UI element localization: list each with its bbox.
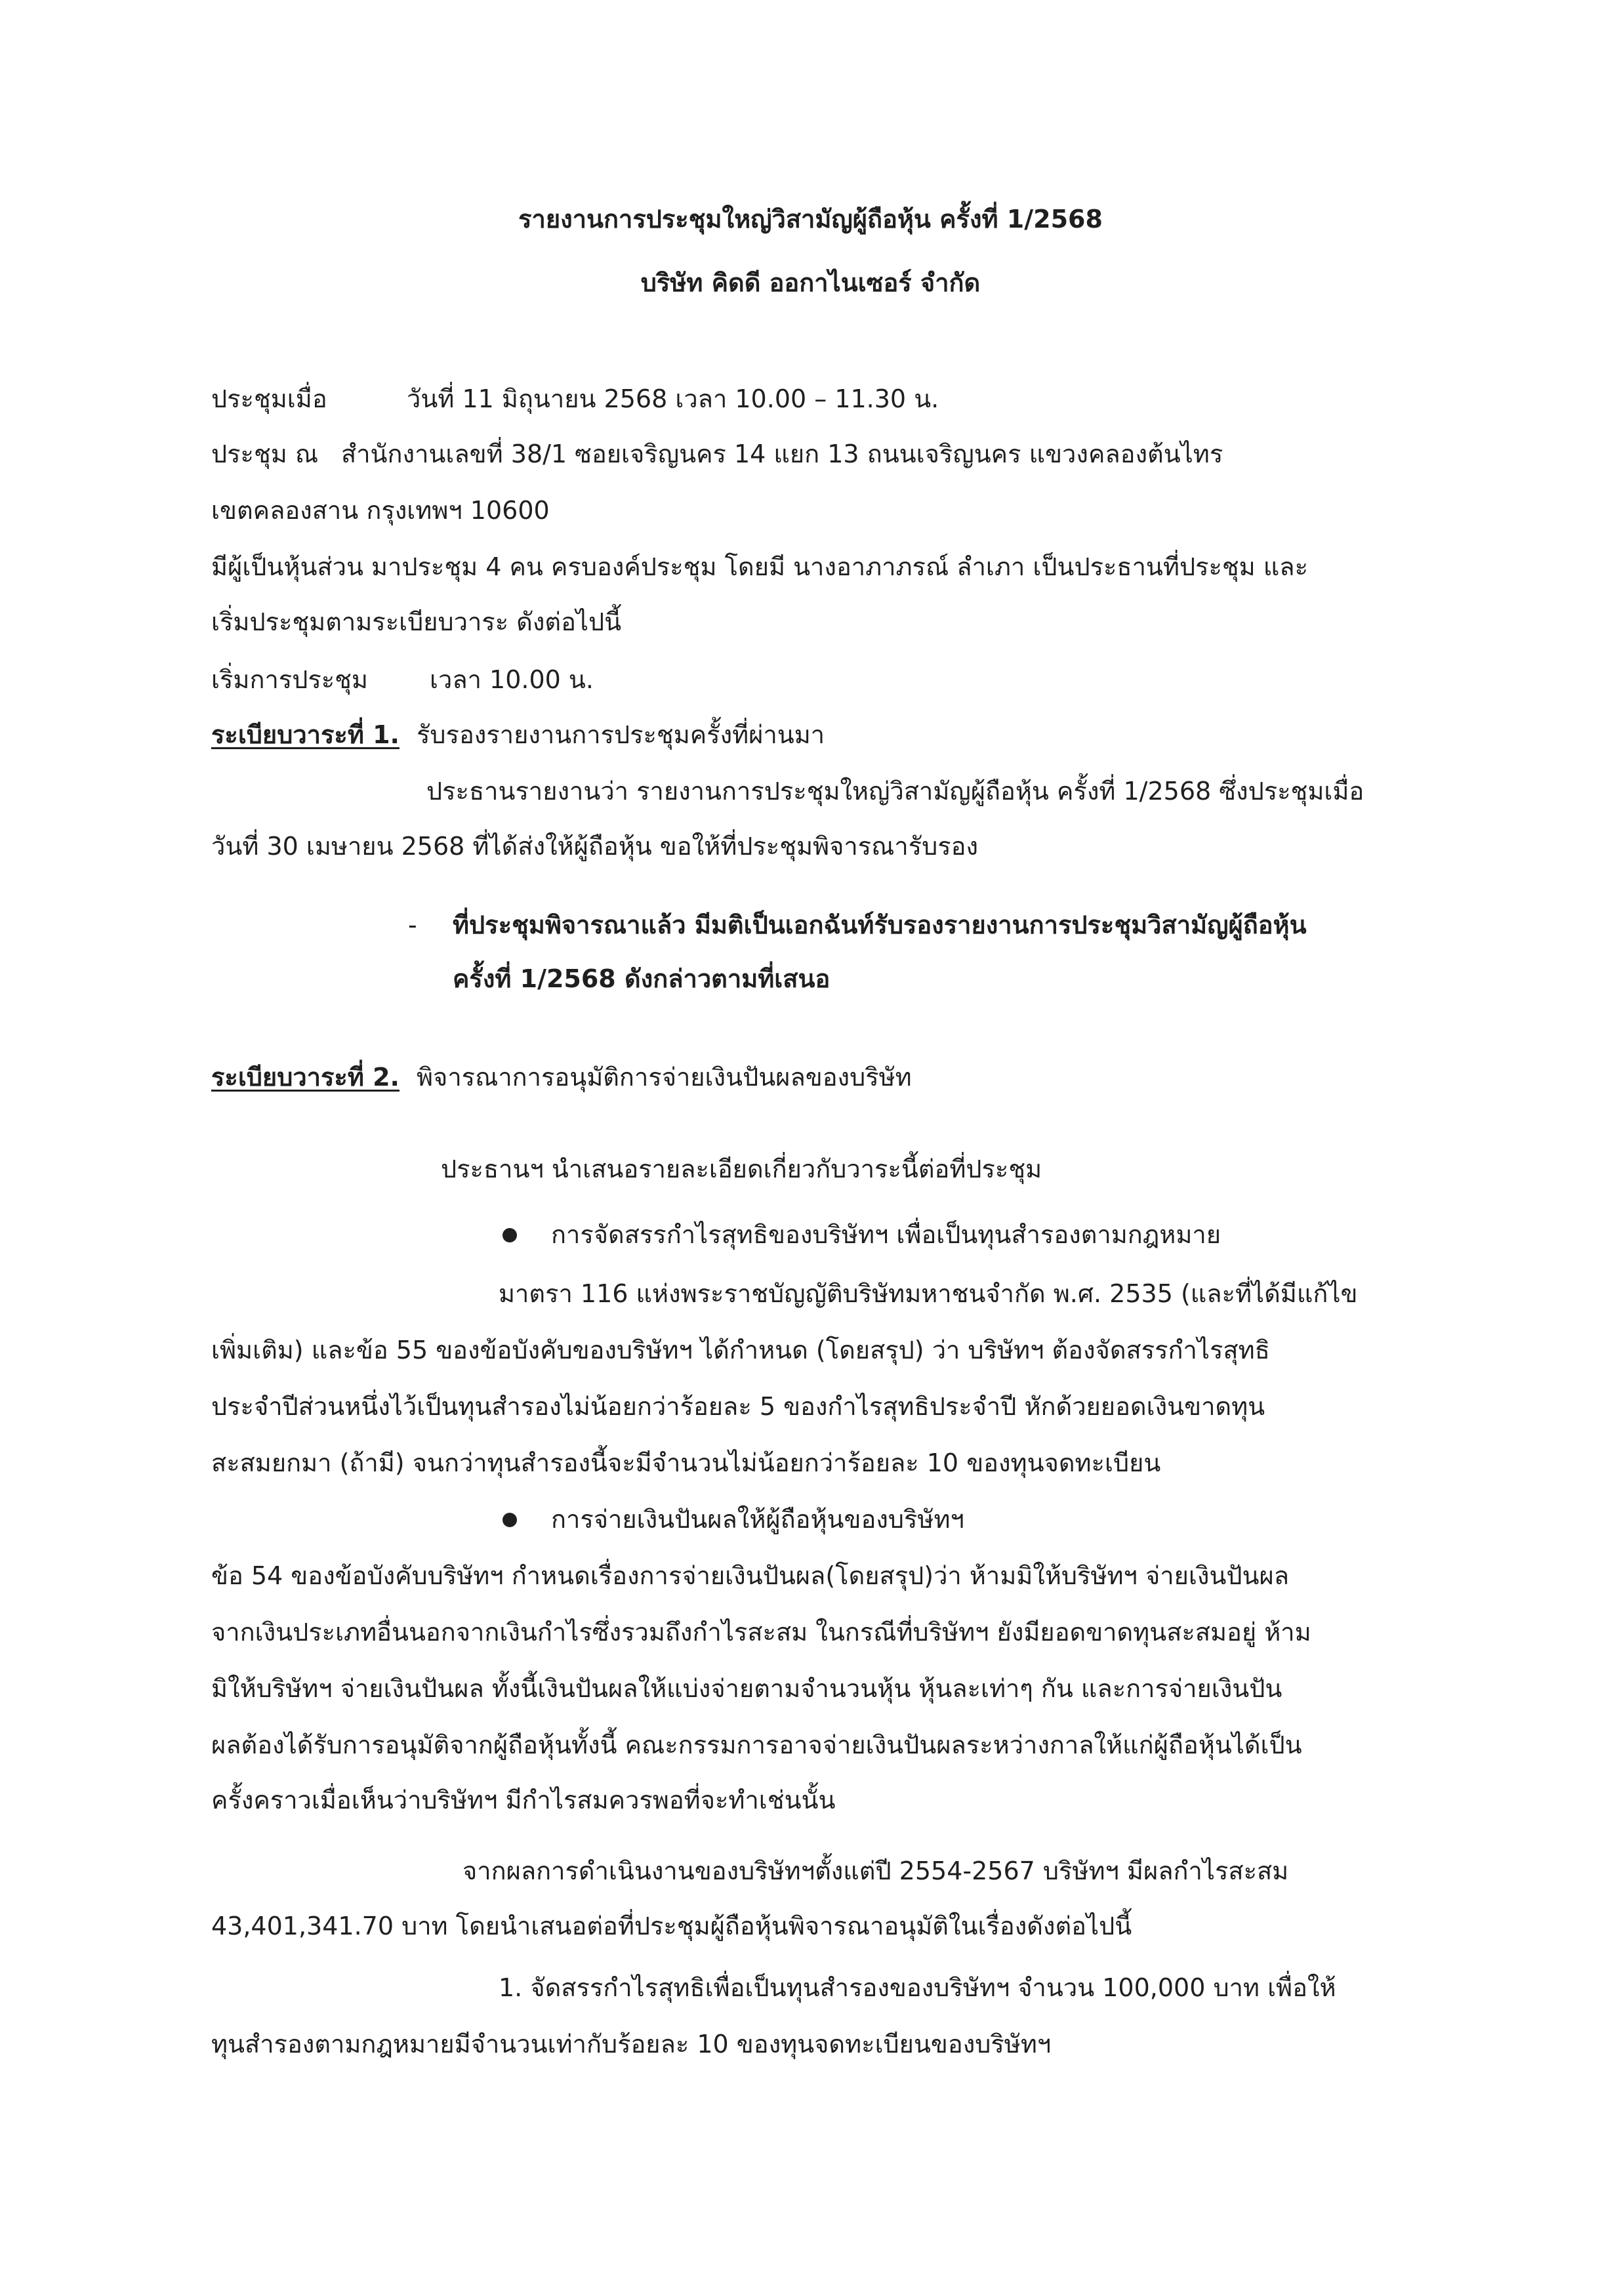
bullet-2-line-5: ครั้งคราวเมื่อเห็นว่าบริษัทฯ มีกำไรสมควรพอที่จะทำเช่นนั้น: [211, 1786, 836, 1814]
agenda-2-subject: พิจารณาการอนุมัติการจ่ายเงินปันผลของบริษัท: [417, 1063, 912, 1092]
meeting-place-label: ประชุม ณ: [211, 440, 319, 468]
bullet-1-line-3: ประจำปีส่วนหนึ่งไว้เป็นทุนสำรองไม่น้อยกว่าร้อยละ 5 ของกำไรสุทธิประจำปี หักด้วยยอดเงินขาดทุน: [211, 1392, 1265, 1421]
results-line-1: จากผลการดำเนินงานของบริษัทฯตั้งแต่ปี 2554-2567 บริษัทฯ มีผลกำไรสะสม: [462, 1856, 1289, 1885]
item-1-line-2: ทุนสำรองตามกฎหมายมีจำนวนเท่ากับร้อยละ 10 ของทุนจดทะเบียนของบริษัทฯ: [211, 2030, 1052, 2059]
agenda-1-body-line-2: วันที่ 30 เมษายน 2568 ที่ได้ส่งให้ผู้ถือหุ้น ขอให้ที่ประชุมพิจารณารับรอง: [211, 832, 979, 861]
agenda-1-resolution-line-1: ที่ประชุมพิจารณาแล้ว มีมติเป็นเอกฉันท์รับรองรายงานการประชุมวิสามัญผู้ถือหุ้น: [453, 911, 1307, 939]
bullet-2-icon: [503, 1513, 517, 1527]
bullet-1-icon: [503, 1228, 517, 1242]
document-title: รายงานการประชุมใหญ่วิสามัญผู้ถือหุ้น ครั้งที่ 1/2568: [518, 205, 1103, 234]
bullet-1-line-2: เพิ่มเติม) และข้อ 55 ของข้อบังคับของบริษัทฯ ได้กำหนด (โดยสรุป) ว่า บริษัทฯ ต้องจัดสรรกำไรสุทธิ: [211, 1336, 1270, 1364]
bullet-2-line-3: มิให้บริษัทฯ จ่ายเงินปันผล ทั้งนี้เงินปันผลให้แบ่งจ่ายตามจำนวนหุ้น หุ้นละเท่าๆ กัน และการจ่ายเงินปัน: [211, 1674, 1282, 1703]
agenda-1-heading: ระเบียบวาระที่ 1.: [211, 720, 400, 749]
bullet-2-title: การจ่ายเงินปันผลให้ผู้ถือหุ้นของบริษัทฯ: [551, 1505, 964, 1534]
agenda-2-intro: ประธานฯ นำเสนอรายละเอียดเกี่ยวกับวาระนี้ต่อที่ประชุม: [441, 1155, 1042, 1183]
meeting-place-continued: เขตคลองสาน กรุงเทพฯ 10600: [211, 496, 550, 525]
bullet-1-line-1: มาตรา 116 แห่งพระราชบัญญัติบริษัทมหาชนจำกัด พ.ศ. 2535 (และที่ได้มีแก้ไข: [499, 1279, 1358, 1308]
bullet-2-line-2: จากเงินประเภทอื่นนอกจากเงินกำไรซึ่งรวมถึงกำไรสะสม ในกรณีที่บริษัทฯ ยังมียอดขาดทุนสะสมอยู่ ห้าม: [211, 1618, 1311, 1647]
agenda-1-resolution-line-2: ครั้งที่ 1/2568 ดังกล่าวตามที่เสนอ: [453, 964, 831, 993]
start-time-label: เริ่มการประชุม: [211, 665, 368, 694]
bullet-2-line-4: ผลต้องได้รับการอนุมัติจากผู้ถือหุ้นทั้งนี้ คณะกรรมการอาจจ่ายเงินปันผลระหว่างกาลให้แก่ผู้ถือหุ้นได้เป็น: [211, 1731, 1302, 1759]
results-line-2: 43,401,341.70 บาท โดยนำเสนอต่อที่ประชุมผู้ถือหุ้นพิจารณาอนุมัติในเรื่องดังต่อไปนี้: [211, 1912, 1132, 1940]
agenda-1-body-line-1: ประธานรายงานว่า รายงานการประชุมใหญ่วิสามัญผู้ถือหุ้น ครั้งที่ 1/2568 ซึ่งประชุมเมื่อ: [426, 777, 1365, 806]
bullet-2-line-1: ข้อ 54 ของข้อบังคับบริษัทฯ กำหนดเรื่องการจ่ายเงินปันผล(โดยสรุป)ว่า ห้ามมิให้บริษัทฯ จ่ายเงินปันผล: [211, 1561, 1289, 1590]
item-1-line-1: 1. จัดสรรกำไรสุทธิเพื่อเป็นทุนสำรองของบริษัทฯ จำนวน 100,000 บาท เพื่อให้: [499, 1973, 1336, 2002]
company-name: บริษัท คิดดี ออกาไนเซอร์ จำกัด: [640, 268, 981, 297]
attendance-line-2: เริ่มประชุมตามระเบียบวาระ ดังต่อไปนี้: [211, 607, 622, 636]
meeting-place-value: สำนักงานเลขที่ 38/1 ซอยเจริญนคร 14 แยก 13 ถนนเจริญนคร แขวงคลองต้นไทร: [341, 440, 1223, 468]
agenda-1-subject: รับรองรายงานการประชุมครั้งที่ผ่านมา: [417, 720, 825, 749]
agenda-2-heading: ระเบียบวาระที่ 2.: [211, 1063, 400, 1092]
bullet-1-title: การจัดสรรกำไรสุทธิของบริษัทฯ เพื่อเป็นทุนสำรองตามกฎหมาย: [551, 1220, 1221, 1249]
meeting-date-value: วันที่ 11 มิถุนายน 2568 เวลา 10.00 – 11.30 น.: [407, 384, 939, 413]
attendance-line-1: มีผู้เป็นหุ้นส่วน มาประชุม 4 คน ครบองค์ประชุม โดยมี นางอาภาภรณ์ ลำเภา เป็นประธานที่ประชุม และ: [211, 552, 1308, 581]
start-time-value: เวลา 10.00 น.: [430, 665, 594, 694]
bullet-1-line-4: สะสมยกมา (ถ้ามี) จนกว่าทุนสำรองนี้จะมีจำนวนไม่น้อยกว่าร้อยละ 10 ของทุนจดทะเบียน: [211, 1448, 1161, 1477]
meeting-date-label: ประชุมเมื่อ: [211, 384, 327, 413]
resolution-dash: -: [408, 911, 417, 939]
